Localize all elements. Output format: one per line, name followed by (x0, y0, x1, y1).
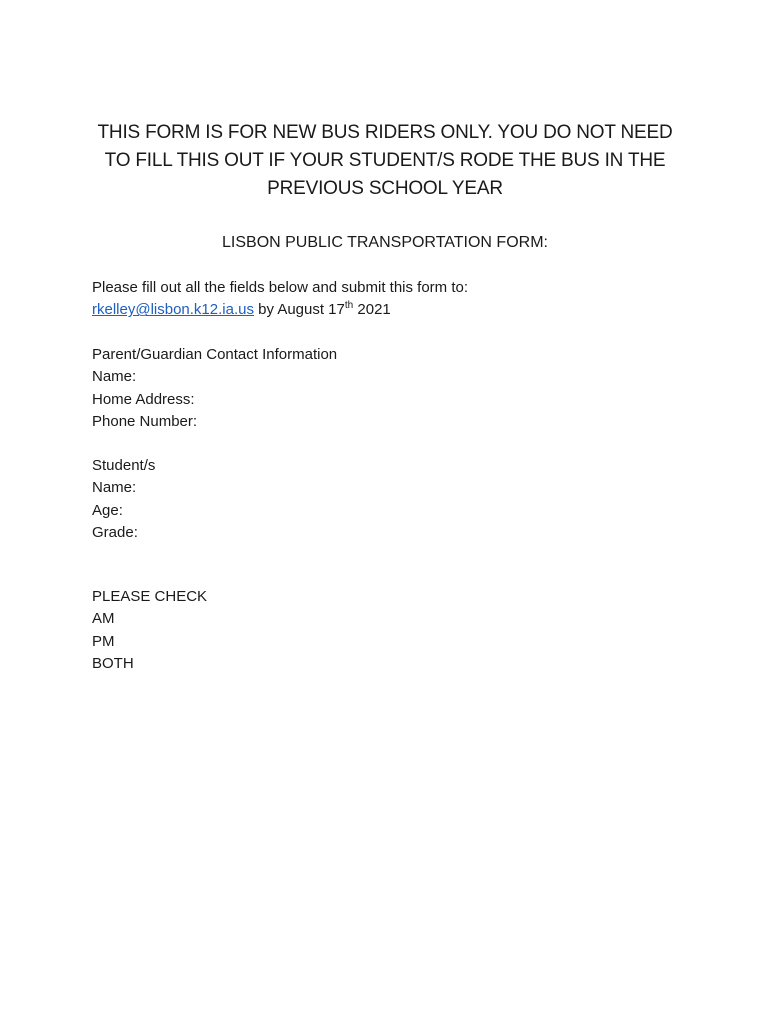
deadline-year: 2021 (353, 301, 391, 319)
instructions (92, 277, 692, 322)
guardian-heading: Parent/Guardian Contact Information (92, 346, 338, 363)
notice-heading (60, 119, 710, 203)
student-grade-label: Grade: (92, 524, 138, 542)
notice-heading-line-3: PREVIOUS SCHOOL YEAR (267, 178, 503, 199)
guardian-address-label: Home Address: (92, 390, 195, 408)
guardian-phone-label: Phone Number: (92, 413, 198, 431)
form-title: LISBON PUBLIC TRANSPORTATION FORM: (222, 234, 548, 251)
guardian-name-label: Name: (92, 368, 137, 386)
guardian-section (92, 344, 692, 434)
student-section (92, 455, 692, 545)
check-option-pm: PM (92, 632, 115, 650)
deadline-text: by August 17 (253, 301, 345, 319)
notice-heading-line-2: TO FILL THIS OUT IF YOUR STUDENT/S RODE THE BUS IN THE (104, 150, 666, 171)
instructions-line: Please fill out all the fields below and submit this form to: (92, 279, 469, 296)
submission-line (92, 299, 692, 321)
student-name-label: Name: (92, 479, 137, 497)
deadline-ordinal: th (344, 300, 354, 312)
student-age-label: Age: (92, 501, 123, 519)
notice-heading-line-1: THIS FORM IS FOR NEW BUS RIDERS ONLY. YOU DO NOT NEED (97, 122, 673, 143)
check-option-am: AM (92, 610, 115, 628)
check-option-both: BOTH (92, 655, 134, 673)
student-heading: Student/s (92, 457, 156, 474)
check-heading: PLEASE CHECK (92, 588, 208, 605)
email-link[interactable]: rkelley@lisbon.k12.ia.us (92, 301, 254, 319)
check-section (92, 586, 692, 676)
